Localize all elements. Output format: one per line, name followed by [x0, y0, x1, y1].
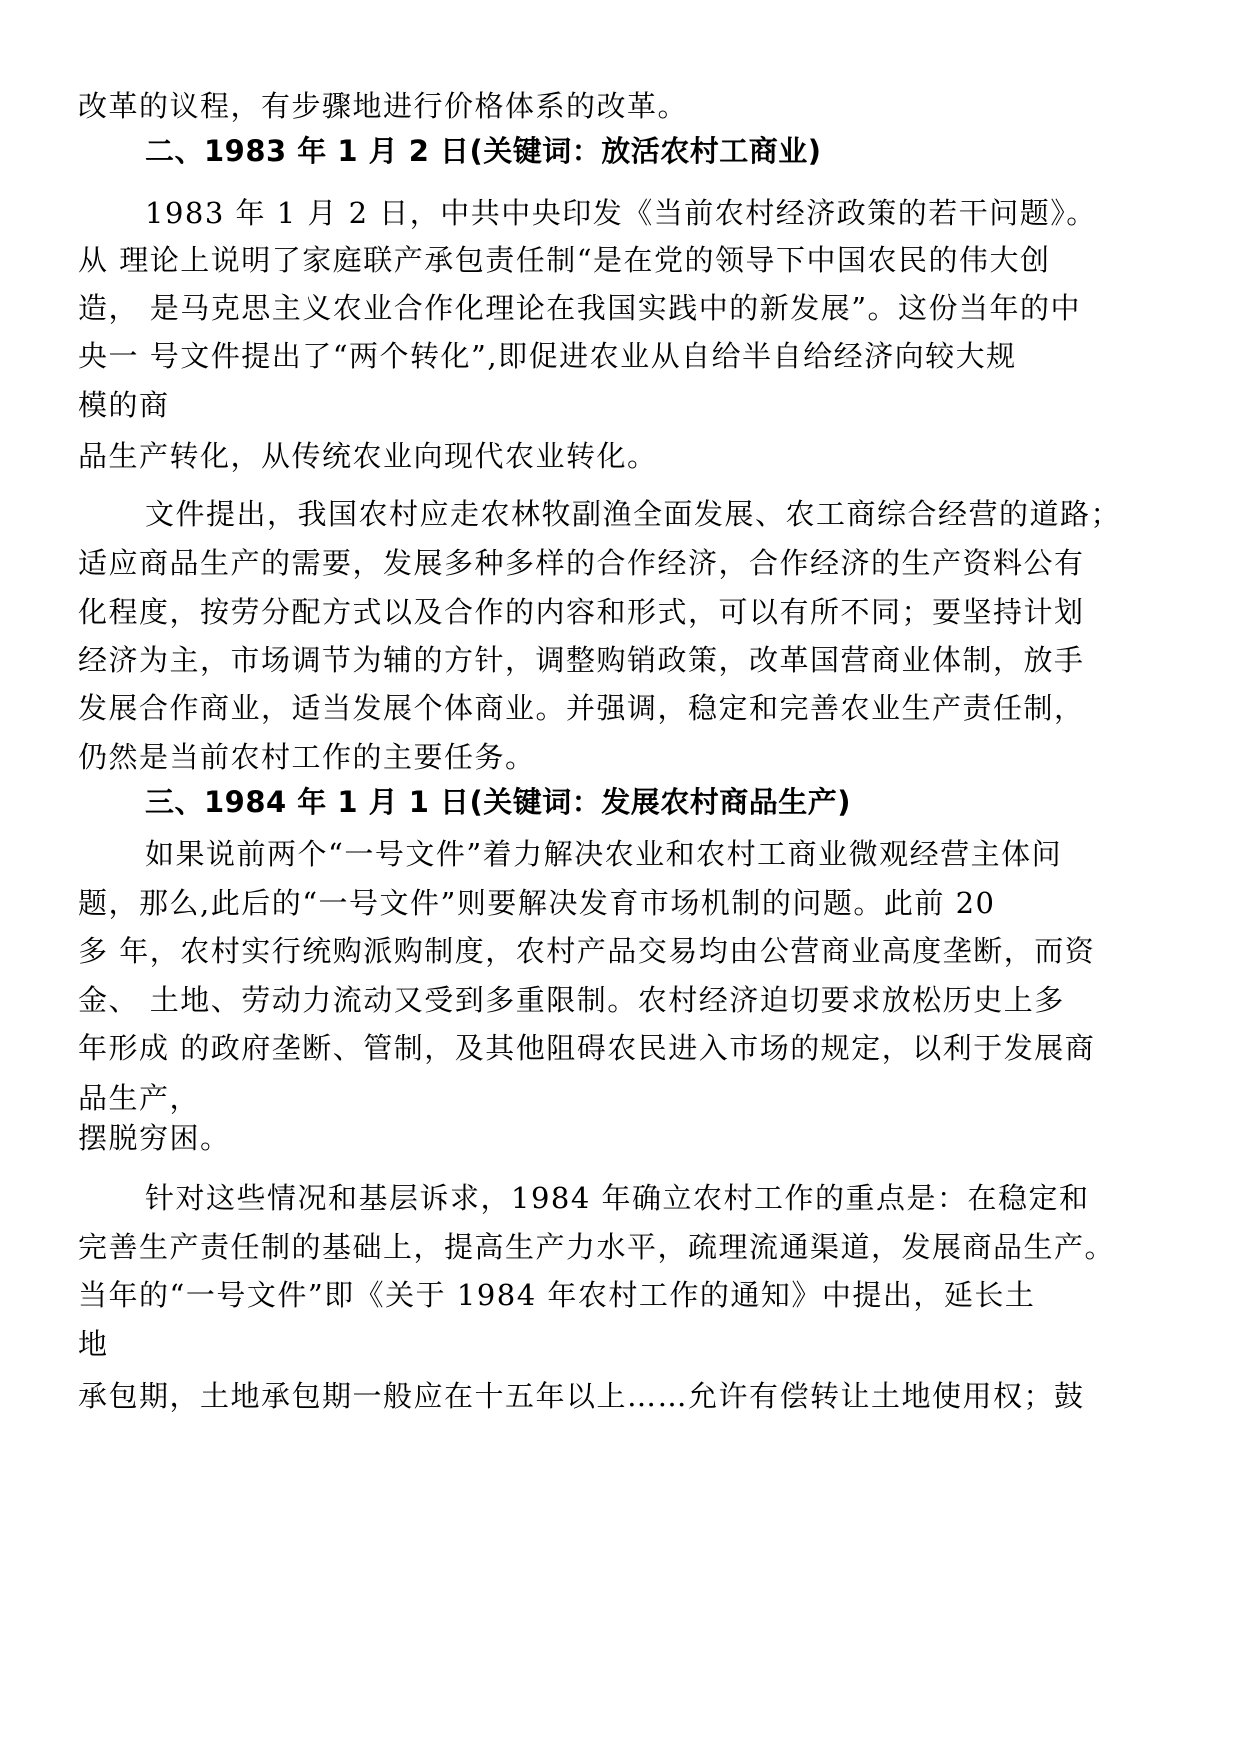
- section-heading-1984: 三、1984 年 1 月 1 日(关键词：发展农村商品生产): [145, 785, 852, 819]
- text-line: 文件提出，我国农村应走农林牧副渔全面发展、农工商综合经营的道路；: [145, 497, 1122, 531]
- text-line: 改革的议程，有步骤地进行价格体系的改革。: [78, 89, 689, 123]
- text-line: 摆脱穷困。: [78, 1121, 231, 1155]
- text-line: 1983 年 1 月 2 日，中共中央印发《当前农村经济政策的若干问题》。: [145, 196, 1097, 230]
- text-line: 仍然是当前农村工作的主要任务。: [78, 740, 536, 774]
- text-line: 年形成 的政府垄断、管制，及其他阻碍农民进入市场的规定，以利于发展商: [78, 1031, 1096, 1065]
- text-line: 当年的“一号文件”即《关于 1984 年农村工作的通知》中提出，延长土: [78, 1278, 1036, 1312]
- text-line: 品生产，: [78, 1081, 201, 1115]
- text-line: 模的商: [78, 388, 170, 422]
- text-line: 发展合作商业，适当发展个体商业。并强调，稳定和完善农业生产责任制，: [78, 691, 1085, 725]
- text-line: 地: [78, 1327, 109, 1361]
- text-line: 经济为主，市场调节为辅的方针，调整购销政策，改革国营商业体制，放手: [78, 643, 1085, 677]
- text-line: 题，那么,此后的“一号文件”则要解决发育市场机制的问题。此前 20: [78, 886, 996, 920]
- text-line: 如果说前两个“一号文件”着力解决农业和农村工商业微观经营主体问: [145, 837, 1063, 871]
- text-line: 承包期，土地承包期一般应在十五年以上……允许有偿转让土地使用权；鼓: [78, 1379, 1085, 1413]
- text-line: 央一 号文件提出了“两个转化”,即促进农业从自给半自给经济向较大规: [78, 339, 1017, 373]
- text-line: 适应商品生产的需要，发展多种多样的合作经济，合作经济的生产资料公有: [78, 546, 1085, 580]
- text-line: 针对这些情况和基层诉求，1984 年确立农村工作的重点是：在稳定和: [145, 1181, 1090, 1215]
- text-line: 品生产转化，从传统农业向现代农业转化。: [78, 439, 658, 473]
- text-line: 完善生产责任制的基础上，提高生产力水平，疏理流通渠道，发展商品生产。: [78, 1230, 1116, 1264]
- section-heading-1983: 二、1983 年 1 月 2 日(关键词：放活农村工商业): [145, 134, 822, 168]
- text-line: 化程度，按劳分配方式以及合作的内容和形式，可以有所不同；要坚持计划: [78, 595, 1085, 629]
- text-line: 造， 是马克思主义农业合作化理论在我国实践中的新发展”。这份当年的中: [78, 291, 1082, 325]
- text-line: 金、 土地、劳动力流动又受到多重限制。农村经济迫切要求放松历史上多: [78, 983, 1065, 1017]
- text-line: 多 年，农村实行统购派购制度，农村产品交易均由公营商业高度垄断，而资: [78, 934, 1096, 968]
- text-line: 从 理论上说明了家庭联产承包责任制“是在党的领导下中国农民的伟大创: [78, 243, 1051, 277]
